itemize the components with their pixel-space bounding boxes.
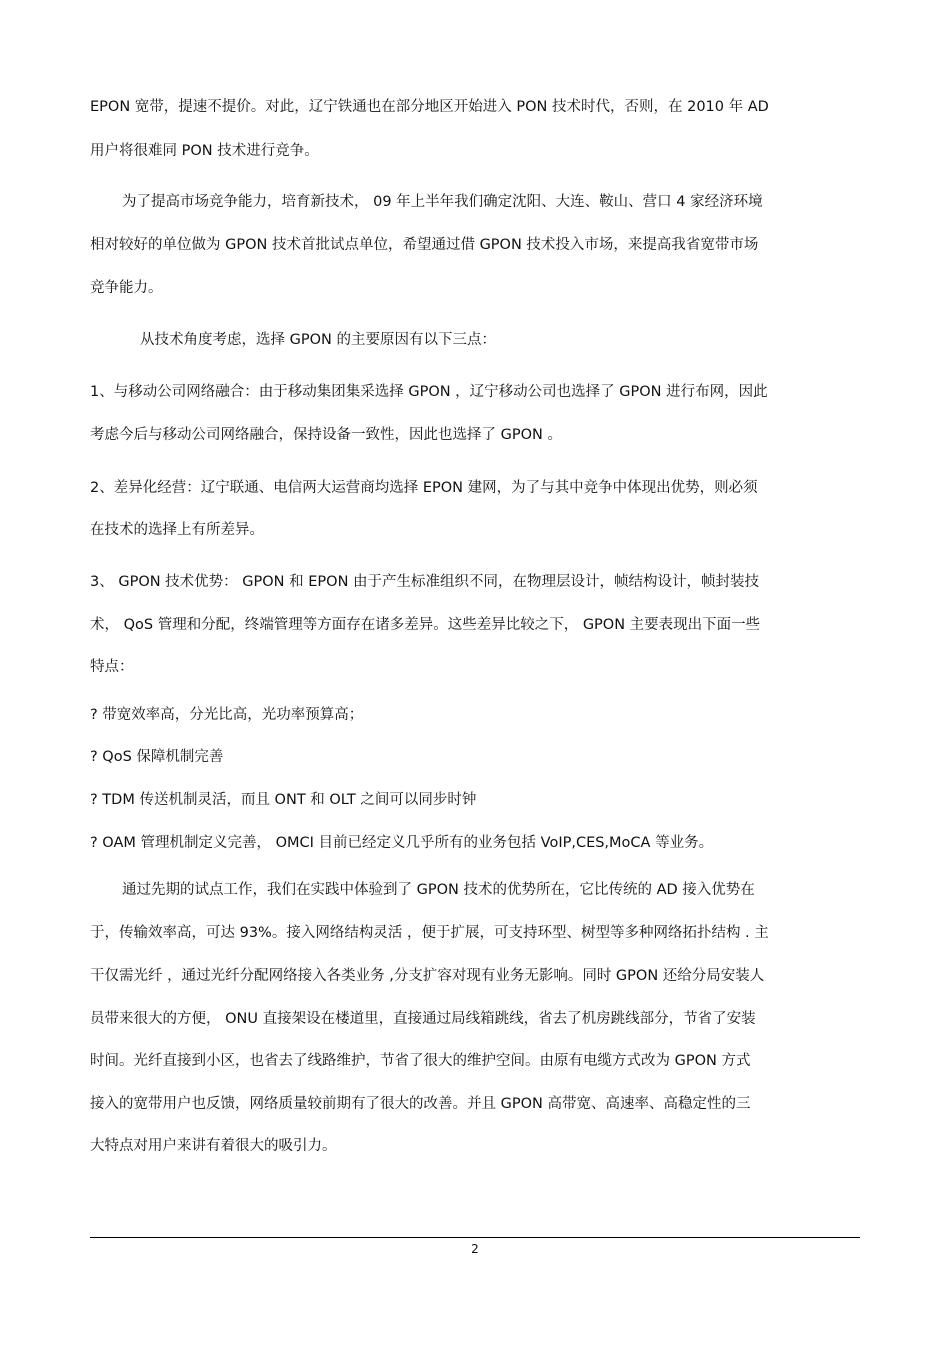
text-line: 通过先期的试点工作，我们在实践中体验到了 GPON 技术的优势所在，它比传统的 AD 接入优势在: [122, 882, 755, 898]
text-line: 考虑今后与移动公司网络融合，保持设备一致性，因此也选择了 GPON 。: [90, 427, 562, 443]
text-line: 接入的宽带用户也反馈，网络质量较前期有了很大的改善。并且 GPON 高带宽、高速率、高稳定性的三: [90, 1096, 751, 1112]
text-line: 1、与移动公司网络融合：由于移动集团集采选择 GPON ，辽宁移动公司也选择了 GPON 进行布网，因此: [90, 384, 768, 400]
bullet-item: ? OAM 管理机制定义完善， OMCI 目前已经定义几乎所有的业务包括 VoIP,CES,MoCA 等业务。: [90, 835, 714, 851]
page-number: 2: [471, 1242, 479, 1256]
text-line: EPON 宽带，提速不提价。对此，辽宁铁通也在部分地区开始进入 PON 技术时代，否则，在 2010 年 AD: [90, 99, 769, 115]
footer-divider: [90, 1237, 860, 1238]
text-line: 相对较好的单位做为 GPON 技术首批试点单位，希望通过借 GPON 技术投入市场，来提高我省宽带市场: [90, 237, 759, 253]
bullet-item: ? QoS 保障机制完善: [90, 749, 224, 765]
text-line: 2、差异化经营：辽宁联通、电信两大运营商均选择 EPON 建网，为了与其中竞争中体现出优势，则必须: [90, 480, 758, 496]
text-line: 在技术的选择上有所差异。: [90, 522, 264, 538]
text-line: 大特点对用户来讲有着很大的吸引力。: [90, 1138, 337, 1154]
text-line: 从技术角度考虑，选择 GPON 的主要原因有以下三点：: [140, 332, 496, 348]
text-line: 用户将很难同 PON 技术进行竞争。: [90, 143, 319, 159]
bullet-item: ? 带宽效率高，分光比高，光功率预算高；: [90, 707, 364, 723]
text-line: 干仅需光纤 ，通过光纤分配网络接入各类业务 ,分支扩容对现有业务无影响。同时 GPON 还给分局安装人: [90, 968, 765, 984]
text-line: 术， QoS 管理和分配，终端管理等方面存在诸多差异。这些差异比较之下， GPON 主要表现出下面一些: [90, 617, 761, 633]
text-line: 于，传输效率高，可达 93%。接入网络结构灵活 ，便于扩展，可支持环型、树型等多种网络拓扑结构 . 主: [90, 925, 769, 941]
text-line: 竞争能力。: [90, 280, 163, 296]
bullet-item: ? TDM 传送机制灵活，而且 ONT 和 OLT 之间可以同步时钟: [90, 792, 477, 808]
text-line: 特点：: [90, 659, 134, 675]
text-line: 3、 GPON 技术优势： GPON 和 EPON 由于产生标准组织不同，在物理层设计，帧结构设计，帧封装技: [90, 574, 760, 590]
text-line: 员带来很大的方便， ONU 直接架设在楼道里，直接通过局线箱跳线，省去了机房跳线部分，节省了安装: [90, 1011, 756, 1027]
text-line: 为了提高市场竞争能力，培育新技术， 09 年上半年我们确定沈阳、大连、鞍山、营口 4 家经济环境: [122, 194, 763, 210]
text-line: 时间。光纤直接到小区，也省去了线路维护，节省了很大的维护空间。由原有电缆方式改为 GPON 方式: [90, 1053, 751, 1069]
